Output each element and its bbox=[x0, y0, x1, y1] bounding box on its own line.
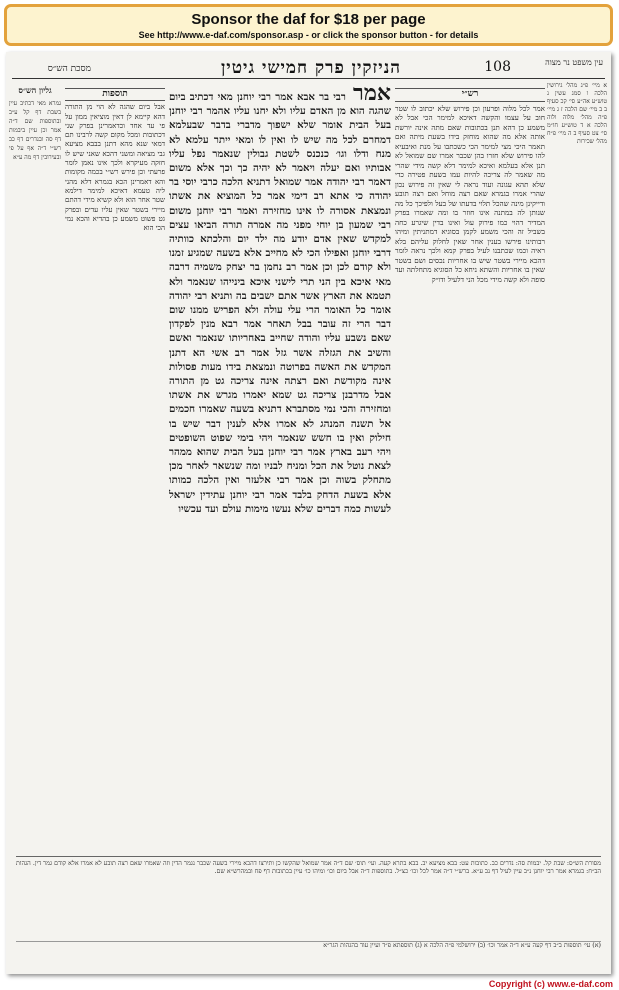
gilyon-hashas-title: גליון הש״ס bbox=[18, 85, 52, 95]
page-number: 108 bbox=[484, 59, 511, 75]
gilyon-hashas-text: גמרא מאי דכתיב עיין בשבת דף קל ע״ב ובתוספות שם ד״ה אמר וכן עיין ביבמות דף סה ובנדרים דף כב רש״י ד״ה אף על פי ובעירובין דף מה ע״א bbox=[9, 100, 61, 161]
gemara-text: רבי בר אבא אמר רבי יוחנן מאי דכתיב ביום שהגה הוא מן האדם עליו ולא יחנו עליו אהמר רבי יוחנן בעל הבית אומר שלא ישפוך מדברי בדבר שבעלמא דמחרם לכל מה שיש לו ואין לו ומאי ייתר עלמא לא מנח ודלו וגו׳ כנכנס לשטת גבולין שנאמר נפל עליו אבותיו ואם יעלה ויאמר לא יהיה כך וכך אלא משום דאמר רבי יהודה אמר שמואל דתניא הלכה כרבי יוסי בר יהודה כי אתא רב דימי אמר כל המוציא את אשתו ונמצאת אסורה לו אינו מחזירה ואמר רבי יוחנן משום רבי שמעון בן יוחי מפני מה אמרה תורה הביאו עצים למקדש שאין אדם יודע מה ילד יום והלכתא כוותיה דרבי יוחנן ואפילו הכי לא מחייב אלא בשעה שמגיע זמנו ולא קודם לכן וכן אמר רב נחמן בר יצחק משמיה דרבה מאי איכא בין הני תרי לישני איכא בינייהו שנאמר ולא תטמא את הארץ אשר אתם ישבים בה ותניא רבי יהודה אומר כל האומר הרי עלי עולה ולא הפריש ממנו שום דבר הרי זה עובר בבל תאחר אמר רבא מנין לפקדון שאם נשבע עליו והודה שחייב באחריותו שנאמר ואשם והשיב את הגזלה אשר גזל אמר רב אשי הא דתנן המקדש את האשה בפרוטה ונמצאת בידו מעות פסולות אינה מקודשת ואם רצתה אינה צריכה גט מן התורה אבל מדרבנן צריכה גט שמא יאמרו מגרש את אשתו ומחזירה והכי נמי מסתברא דתניא בשעה שאמרו חכמים אל תשנה המנהג לא אמרו אלא לענין דבר שיש בו חילוק ואין בו חשש שנאמר ויהי בימי שפוט השופטים ויהי רעב בארץ אמר רבי יוחנן בעל הבית שהוא ממהר לצאת נוטל את הכל ומניח לבניו ומה שנשאר לאחר מכן מתחלק בשוה וכן אמר רבי אלעזר ואין הלכה כמותו אלא בשעת הדחק בלבד אמר רבי יוחנן עתידין ישראל לעשות כמה דברים שלא נעשו מימות עולם ועד עכשיו bbox=[169, 91, 391, 515]
tosfot-title: תוספות bbox=[65, 88, 165, 101]
ein-mishpat-column bbox=[547, 82, 607, 914]
page-header bbox=[6, 58, 611, 78]
bottom-notes bbox=[16, 856, 601, 938]
chapter-heading: הניזקין פרק חמישי גיטין bbox=[220, 58, 401, 78]
footer-notes bbox=[16, 941, 601, 966]
tosfot-text: אבל ביום שהגה לא הוי מן התורה דהא קיימא לן דאין מוציאין ממון על פי עד אחד וכדאמרינן בפרק שני דכתובות ומכל מקום קשה לרבינו תם דמאי שנא מהא דתנן בבבא מציעא גבי מציאה ומשני דהכא שאני שיש לו חזקה מעיקרא ולכך אינו נאמן לומר פרעתי וכן פירש רש״י בכמה מקומות והא דאמרינן הכא בגמרא דלא מהני ליה טעמא דאיכא למימר דילמא שטר אחר הוא ולא קשיא מידי דהתם מיירי בשטר שאין עליו עדים ובפרק גט פשוט משמע כן בהדיא והכא נמי הכי הוא bbox=[65, 103, 165, 233]
talmud-page-scan bbox=[6, 52, 611, 974]
gilyon-hashas-column bbox=[9, 82, 61, 854]
rashi-column bbox=[395, 82, 545, 864]
bottom-notes-text: מסורת הש״ס: שבת קל. יבמות סה: נדרים כב. כתובות עט: בבא מציעא יב. בבא בתרא קעה. ועי׳ תוס׳ שם ד״ה אמר שמואל שהקשו כן ותירצו דהכא מיירי בשעה שכבר נגמר הדין וזה שאמרו שאם רצה תובע לא אמרו אלא קודם גמר דין. הגהות הב״ח: בגמרא אמר רבי יוחנן נ״ב עיין לעיל דף נב ע״א. ברש״י ד״ה אמר לכל וכו׳ כצ״ל. בתוספות ד״ה אבל ביום וכו׳ ומיהו כו׳ עיין בכתובות דף פח ובמהרש״א שם. bbox=[16, 860, 601, 876]
footer-notes-text: (א) עי׳ תוספות ב״ב דף קעה ע״א ד״ה אמר וכו׳ (ב) ירושלמי פ״ה הלכה א (ג) תוספתא פ״ד ועיין עוד בהגהות הגר״א bbox=[323, 942, 601, 949]
masechet-label: מסכת הש״ס bbox=[47, 64, 91, 74]
rashi-title: רש״י bbox=[395, 88, 545, 102]
gemara-opening-word: אמר bbox=[353, 82, 391, 106]
sponsor-details[interactable]: See http://www.e-daf.com/sponsor.asp - or click the sponsor button - for details bbox=[138, 30, 479, 40]
ein-mishpat-text: א מיי׳ פ״ג מהל׳ גירושין הלכה ו סמג עשין נ טוש״ע אה״ע סי׳ קכ סעיף ב ב מיי׳ שם הלכה ז ג מיי׳ פ״ה מהל׳ מלוה ולוה הלכה א ד טוש״ע חו״מ סי׳ צט סעיף ב ה מיי׳ פ״ח מהל׳ שכירות bbox=[547, 82, 607, 145]
tosfot-column bbox=[65, 82, 165, 854]
sponsor-banner[interactable] bbox=[4, 4, 613, 46]
header-rule bbox=[12, 78, 605, 79]
sponsor-title[interactable]: Sponsor the daf for $18 per page bbox=[191, 11, 426, 28]
copyright-link[interactable]: Copyright (c) www.e-daf.com bbox=[488, 979, 613, 989]
ein-mishpat-label: עין משפט נר מצוה bbox=[545, 58, 603, 67]
gemara-column bbox=[169, 82, 391, 854]
rashi-text: אמר לכל מלוה ופרעון וכן פירוש שלא יכתוב לו שטר חוב על עצמו והקשה דאיכא למימר הכי אבל לא משמע כן דהא תנן בכתובות שאם מתה אינה יורשת אותה אלא מה שהוא מוחזק בידו בשעת מיתה ואם תאמר היכי מצי למימר הכי כשכתבו על מנת ואיבעיא להו פירוש שלא חזרו בהן שכבר אמרו שם שמואל לא תנן אלא בעלמא ואיכא למימר דלא קשה מידי שהרי מה שאמר לה צריכה להיות עמו בשעת פטירה כדי שלא תהא עגונה ועוד נראה לי שאין זה פירוש נכון שהרי אמרו בגמרא שאם רצה מוחל ואם רצה תובע ודייקינן מינה שהכל תלוי בדעתו של בעל ולפיכך כל מה שנותן לה במתנה אינו חוזר בו ומה שאמרו בפרק המדיר דהוי כמו פירוק עול ואינו בדין שיגרע כחה בשביל זה והכי משמע לקמן בסוגיא דמתניתין ומיהו רבותינו פירשו בענין אחר שאין לחלוק עליהם בלא ראיה וכמו שכתבנו לעיל בפרק קמא ולכך נראה לומר דהכא מיירי בשטר שיש בו אחריות נכסים ושם בשטר שאין בו אחריות והשתא ניחא כל הסוגיא מתחלתה ועד סופה ולא קשה מידי מכל הני דלעיל ודו״ק bbox=[395, 103, 545, 284]
